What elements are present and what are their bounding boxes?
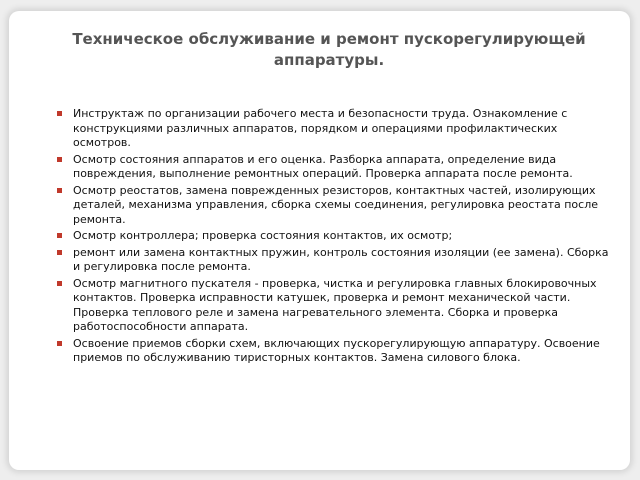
slide xyxy=(9,11,630,470)
bullet-list xyxy=(53,107,613,368)
bullet-square-icon xyxy=(57,281,62,286)
bullet-item xyxy=(53,277,613,335)
bullet-square-icon xyxy=(57,250,62,255)
bullet-item xyxy=(53,153,613,182)
bullet-item xyxy=(53,337,613,366)
bullet-square-icon xyxy=(57,157,62,162)
slide-title: Техническое обслуживание и ремонт пускорегулирующей аппаратуры. xyxy=(72,30,586,69)
bullet-square-icon xyxy=(57,188,62,193)
bullet-text: ремонт или замена контактных пружин, контроль состояния изоляции (ее замена). Сборка и регулировка после ремонта. xyxy=(73,245,609,273)
bullet-square-icon xyxy=(57,233,62,238)
bullet-item xyxy=(53,229,613,244)
bullet-text: Инструктаж по организации рабочего места и безопасности труда. Ознакомление с конструкциями различных аппаратов, порядком и операциями профилактических осмотров. xyxy=(73,107,568,149)
bullet-text: Осмотр контроллера; проверка состояния контактов, их осмотр; xyxy=(73,229,453,242)
bullet-item xyxy=(53,107,613,151)
bullet-square-icon xyxy=(57,341,62,346)
bullet-text: Осмотр реостатов, замена поврежденных резисторов, контактных частей, изолирующих деталей, механизма управления, сборка схемы соединения, регулировка реостата после ремонта. xyxy=(73,183,598,226)
bullet-square-icon xyxy=(57,111,62,116)
bullet-text: Осмотр состояния аппаратов и его оценка. Разборка аппарата, определение вида повреждения, выполнение ремонтных операций. Проверка аппарата после ремонта. xyxy=(73,152,573,180)
bullet-item xyxy=(53,184,613,228)
bullet-text: Освоение приемов сборки схем, включающих пускорегулирующую аппаратуру. Освоение приемов по обслуживанию тиристорных контактов. Замена силового блока. xyxy=(73,336,600,364)
bullet-text: Осмотр магнитного пускателя - проверка, чистка и регулировка главных блокировочных контактов. Проверка исправности катушек, проверка и ремонт механической части. Проверка теплового реле и замена нагревательного элемента. Сборка и проверка работоспособности аппарата. xyxy=(73,276,597,333)
bullet-item xyxy=(53,246,613,275)
